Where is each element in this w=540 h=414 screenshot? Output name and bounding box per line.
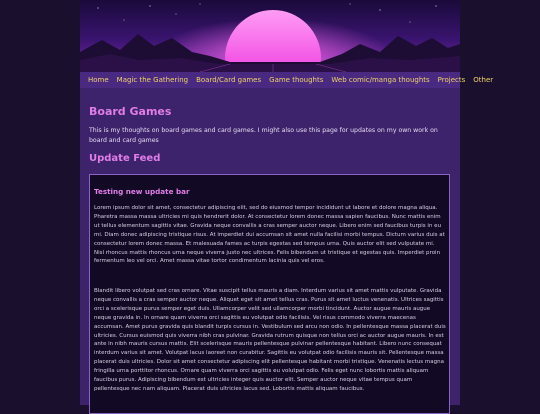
header-banner <box>80 0 460 72</box>
nav-magic-the-gathering[interactable]: Magic the Gathering <box>116 76 189 84</box>
nav-game-thoughts[interactable]: Game thoughts <box>269 76 324 84</box>
main-content <box>80 88 460 405</box>
site-frame <box>80 0 494 405</box>
nav-projects[interactable]: Projects <box>437 76 466 84</box>
main-nav <box>80 72 494 88</box>
update-post-card <box>89 174 450 414</box>
post-title: Testing new update bar <box>94 187 190 196</box>
nav-other[interactable]: Other <box>473 76 494 84</box>
page-title: Board Games <box>89 105 172 118</box>
synthwave-sun-banner <box>80 0 460 72</box>
nav-board-card-games[interactable]: Board/Card games <box>196 76 262 84</box>
post-paragraph: Blandit libero volutpat sed cras ornare. Vitae suscipit tellus mauris a diam. Interdum varius sit amet mattis vulputate. Gravida neque convallis a cras semper auctor neque. Aliquet eget sit amet tellus cras. Purus sit amet luctus venenatis. Ultrices sagittis orci a scelerisque purus semper eget duis. Ullamcorper velit sed ullamcorper morbi tincidunt. Auctor augue mauris augue neque gravida in. In ornare quam viverra orci sagittis eu volutpat odio facilisis. Vel risus commodo viverra maecenas accumsan. Amet purus gravida quis blandit turpis cursus in. Vestibulum sed arcu non odio. In pellentesque massa placerat duis ultricies. Cursus euismod quis viverra nibh cras pulvinar. Gravida rutrum quisque non tellus orci ac auctor augue mauris. In est ante in nibh mauris cursus mattis. Elit scelerisque mauris pellentesque pulvinar pellentesque habitant. Libero nunc consequat interdum varius sit amet. Volutpat lacus laoreet non curabitur. Sagittis eu volutpat odio facilisis mauris sit. Pellentesque massa placerat duis ultricies. Dolor sit amet consectetur adipiscing elit pellentesque habitant morbi tristique. Venenatis lectus magna fringilla urna porttitor rhoncus. Ornare quam viverra orci sagittis eu volutpat odio. Felis eget nunc lobortis mattis aliquam faucibus purus. Adipiscing bibendum est ultricies integer quis auctor elit. Semper auctor neque vitae tempus quam pellentesque nec nam aliquam. Placerat duis ultricies lacus sed. Lobortis mattis aliquam faucibus. <box>94 288 446 392</box>
nav-home[interactable]: Home <box>88 76 109 84</box>
nav-webcomic-manga-thoughts[interactable]: Web comic/manga thoughts <box>331 76 430 84</box>
update-feed-title: Update Feed <box>89 153 161 164</box>
page-intro: This is my thoughts on board games and card games. I might also use this page for updates on my own work on board and card games <box>89 127 438 144</box>
post-paragraph: Lorem ipsum dolor sit amet, consectetur adipiscing elit, sed do eiusmod tempor incididunt ut labore et dolore magna aliqua. Pharetra massa massa ultricies mi quis hendrerit dolor. At consectetur lorem donec massa sapien faucibus. Nunc mattis enim ut tellus elementum sagittis vitae. Gravida neque convallis a cras semper auctor neque. Libero enim sed faucibus turpis in eu mi. Diam donec adipiscing tristique risus. At imperdiet dui accumsan sit amet nulla facilisi morbi tempus. Dictum varius duis at consectetur lorem donec massa. Et malesuada fames ac turpis egestas sed tempus urna. Quis auctor elit sed vulputate mi. Nisl rhoncus mattis rhoncus urna neque viverra justo nec ultrices. Felis bibendum ut tristique et egestas quis. Imperdiet proin fermentum leo vel orci. Amet massa vitae tortor condimentum lacinia quis vel eros. <box>94 205 445 265</box>
